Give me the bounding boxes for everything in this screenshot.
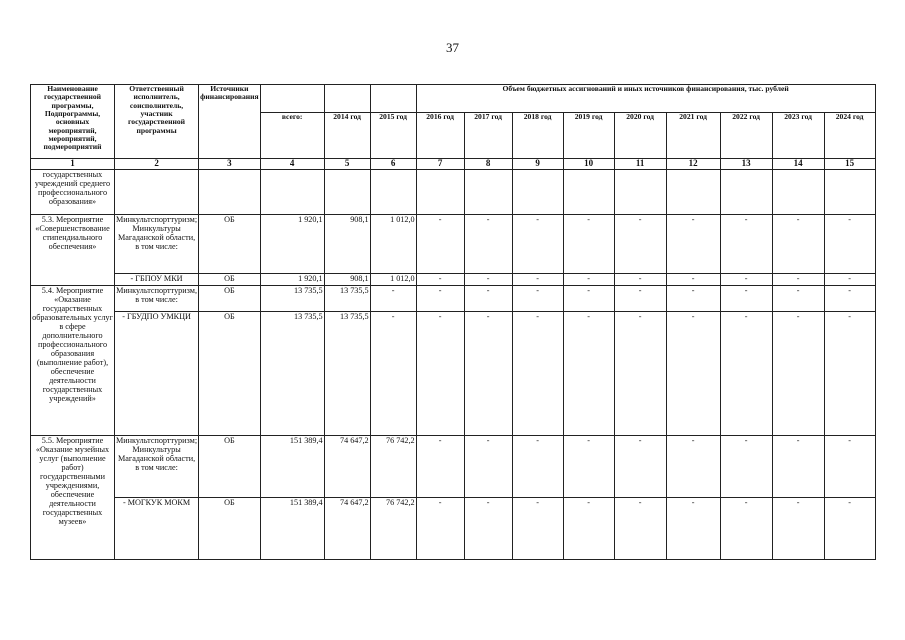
- row-cell: -: [563, 215, 614, 274]
- row-cell: -: [824, 274, 875, 286]
- column-number: 8: [464, 159, 512, 170]
- row-executor: Минкультспорттуризм; Минкультуры Магаданской области, в том числе:: [115, 436, 199, 498]
- row-executor: Минкультспорттуризм, в том числе:: [115, 286, 199, 312]
- row-2015: -: [370, 286, 416, 312]
- row-cell: -: [614, 436, 666, 498]
- row-total: [260, 170, 324, 215]
- row-source: ОБ: [199, 436, 261, 498]
- row-cell: -: [772, 274, 824, 286]
- row-2014: 13 735,5: [324, 286, 370, 312]
- row-cell: -: [416, 498, 464, 560]
- row-source: ОБ: [199, 215, 261, 274]
- page-number: 37: [446, 40, 459, 55]
- row-source: ОБ: [199, 274, 261, 286]
- row-cell: -: [512, 312, 563, 436]
- row-cell: [666, 170, 720, 215]
- header-blank-2014: [324, 85, 370, 113]
- row-cell: [720, 170, 772, 215]
- row-cell: [464, 170, 512, 215]
- row-cell: [416, 170, 464, 215]
- row-cell: -: [416, 274, 464, 286]
- column-number: 6: [370, 159, 416, 170]
- row-cell: -: [512, 498, 563, 560]
- header-blank-total: [260, 85, 324, 113]
- budget-table: [30, 84, 876, 560]
- header-year: 2017 год: [464, 113, 512, 159]
- row-cell: -: [666, 274, 720, 286]
- row-cell: -: [720, 436, 772, 498]
- row-cell: -: [666, 312, 720, 436]
- row-name: 5.3. Мероприятие «Совершенствование стипендиального обеспечения»: [31, 215, 115, 286]
- table-row: [31, 170, 876, 215]
- row-2015: [370, 170, 416, 215]
- row-cell: -: [614, 498, 666, 560]
- row-cell: -: [720, 286, 772, 312]
- row-cell: -: [772, 312, 824, 436]
- header-year: 2018 год: [512, 113, 563, 159]
- table-row: [31, 498, 876, 560]
- row-cell: -: [614, 274, 666, 286]
- table-row: [31, 436, 876, 498]
- row-cell: -: [720, 215, 772, 274]
- row-2014: [324, 170, 370, 215]
- row-2015: 76 742,2: [370, 498, 416, 560]
- row-cell: -: [563, 498, 614, 560]
- row-cell: -: [824, 312, 875, 436]
- row-cell: -: [824, 498, 875, 560]
- row-total: 13 735,5: [260, 312, 324, 436]
- header-year: 2022 год: [720, 113, 772, 159]
- row-2014: 74 647,2: [324, 436, 370, 498]
- column-number: 11: [614, 159, 666, 170]
- row-2015: 1 012,0: [370, 215, 416, 274]
- row-2014: 74 647,2: [324, 498, 370, 560]
- row-source: [199, 170, 261, 215]
- row-cell: [563, 170, 614, 215]
- table-row: [31, 286, 876, 312]
- row-source: ОБ: [199, 312, 261, 436]
- row-cell: -: [416, 312, 464, 436]
- header-source: Источники финансирования: [199, 85, 261, 159]
- row-cell: [512, 170, 563, 215]
- row-cell: -: [563, 312, 614, 436]
- header-year: 2014 год: [324, 113, 370, 159]
- row-cell: -: [464, 312, 512, 436]
- header-row-top: [31, 85, 876, 113]
- column-number: 3: [199, 159, 261, 170]
- column-number: 1: [31, 159, 115, 170]
- header-year: 2024 год: [824, 113, 875, 159]
- row-cell: -: [772, 436, 824, 498]
- row-cell: [824, 170, 875, 215]
- header-funding: Объем бюджетных ассигнований и иных источников финансирования, тыс. рублей: [416, 85, 875, 113]
- row-cell: -: [666, 286, 720, 312]
- row-cell: -: [464, 274, 512, 286]
- row-source: ОБ: [199, 498, 261, 560]
- row-cell: -: [416, 436, 464, 498]
- header-year: 2015 год: [370, 113, 416, 159]
- row-2015: -: [370, 312, 416, 436]
- row-cell: -: [666, 436, 720, 498]
- row-2014: 908,1: [324, 215, 370, 274]
- row-cell: -: [614, 286, 666, 312]
- header-year: 2016 год: [416, 113, 464, 159]
- row-2014: 908,1: [324, 274, 370, 286]
- column-number: 4: [260, 159, 324, 170]
- row-cell: -: [563, 436, 614, 498]
- header-year: 2021 год: [666, 113, 720, 159]
- row-cell: -: [824, 215, 875, 274]
- row-total: 13 735,5: [260, 286, 324, 312]
- row-cell: -: [464, 215, 512, 274]
- row-executor: - ГБПОУ МКИ: [115, 274, 199, 286]
- row-total: 1 920,1: [260, 215, 324, 274]
- row-total: 1 920,1: [260, 274, 324, 286]
- row-cell: -: [512, 436, 563, 498]
- row-name: государственных учреждений среднего профессионального образования»: [31, 170, 115, 215]
- column-number: 12: [666, 159, 720, 170]
- row-cell: -: [720, 274, 772, 286]
- row-executor: - МОГКУК МОКМ: [115, 498, 199, 560]
- table-row: [31, 274, 876, 286]
- row-cell: [772, 170, 824, 215]
- row-cell: -: [512, 286, 563, 312]
- column-number: 7: [416, 159, 464, 170]
- row-cell: -: [720, 498, 772, 560]
- row-cell: -: [563, 286, 614, 312]
- table-row: [31, 215, 876, 274]
- row-cell: -: [512, 274, 563, 286]
- header-year: 2019 год: [563, 113, 614, 159]
- row-name: 5.5. Мероприятие «Оказание музейных услуг (выполнение работ) государственными учреждениями, обеспечение деятельности государственных музеев»: [31, 436, 115, 560]
- header-total: всего:: [260, 113, 324, 159]
- column-number: 15: [824, 159, 875, 170]
- row-executor: Минкультспорттуризм; Минкультуры Магаданской области, в том числе:: [115, 215, 199, 274]
- column-number: 2: [115, 159, 199, 170]
- row-cell: [614, 170, 666, 215]
- header-year: 2023 год: [772, 113, 824, 159]
- row-cell: -: [416, 286, 464, 312]
- column-number: 10: [563, 159, 614, 170]
- column-number: 9: [512, 159, 563, 170]
- row-executor: - ГБУДПО УМКЦИ: [115, 312, 199, 436]
- table-row: [31, 312, 876, 436]
- row-cell: -: [772, 498, 824, 560]
- row-cell: -: [464, 286, 512, 312]
- row-2015: 1 012,0: [370, 274, 416, 286]
- row-source: ОБ: [199, 286, 261, 312]
- row-executor: [115, 170, 199, 215]
- header-blank-2015: [370, 85, 416, 113]
- header-name: Наименование государственной программы, Подпрограммы, основных мероприятий, мероприятий, подмероприятий: [31, 85, 115, 159]
- column-number: 5: [324, 159, 370, 170]
- row-name: 5.4. Мероприятие «Оказание государственных образовательных услуг в сфере дополнительного профессионального образования (выполнение работ), обеспечение деятельности государственных учреждений»: [31, 286, 115, 436]
- column-number: 13: [720, 159, 772, 170]
- row-cell: -: [416, 215, 464, 274]
- column-number-row: [31, 159, 876, 170]
- row-cell: -: [666, 215, 720, 274]
- header-executor: Ответственный исполнитель, соисполнитель, участник государственной программы: [115, 85, 199, 159]
- column-number: 14: [772, 159, 824, 170]
- row-cell: -: [614, 215, 666, 274]
- row-2014: 13 735,5: [324, 312, 370, 436]
- row-cell: -: [824, 436, 875, 498]
- row-cell: -: [512, 215, 563, 274]
- row-cell: -: [772, 286, 824, 312]
- row-cell: -: [772, 215, 824, 274]
- row-total: 151 389,4: [260, 436, 324, 498]
- row-total: 151 389,4: [260, 498, 324, 560]
- row-cell: -: [464, 498, 512, 560]
- header-year: 2020 год: [614, 113, 666, 159]
- row-cell: -: [563, 274, 614, 286]
- row-2015: 76 742,2: [370, 436, 416, 498]
- row-cell: -: [720, 312, 772, 436]
- row-cell: -: [666, 498, 720, 560]
- row-cell: -: [824, 286, 875, 312]
- row-cell: -: [614, 312, 666, 436]
- row-cell: -: [464, 436, 512, 498]
